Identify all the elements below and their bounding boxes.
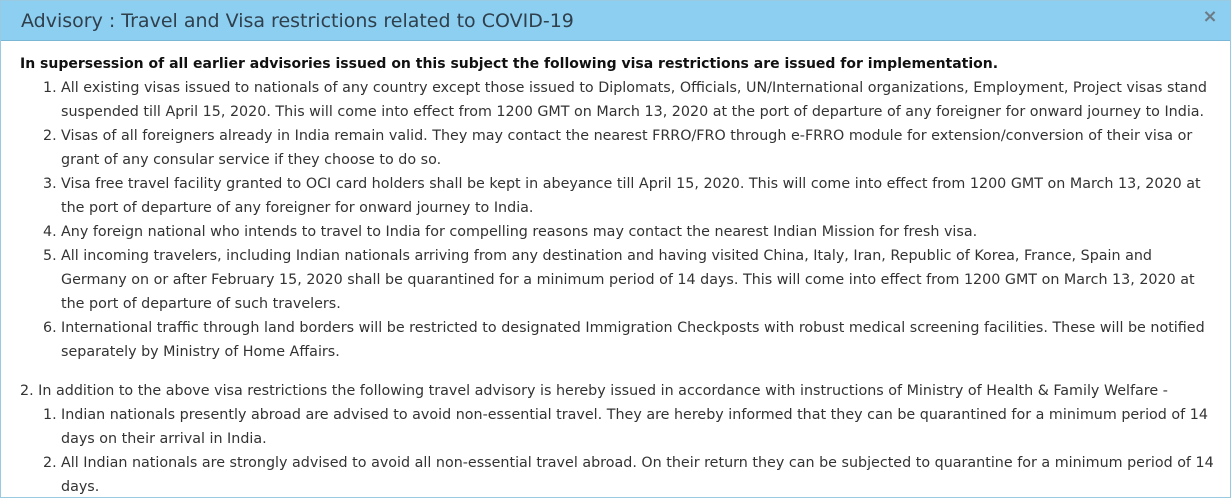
item-text: Any foreign national who intends to travel to India for compelling reasons may contact the nearest Indian Mission for fresh visa. <box>61 224 978 240</box>
item-number: 1. <box>43 407 57 423</box>
item-number: 5. <box>43 248 57 264</box>
item-text: Indian nationals presently abroad are advised to avoid non-essential travel. They are hereby informed that they can be quarantined for a minimum period of 14 days on their arrival in India. <box>61 407 1208 447</box>
item-number: 2. <box>43 455 57 471</box>
item-text: International traffic through land borders will be restricted to designated Immigration Checkposts with robust medical screening facilities. These will be notified separately by Ministry of Home Affairs. <box>61 320 1205 360</box>
section-2-heading: 2. In addition to the above visa restrictions the following travel advisory is hereby issued in accordance with instructions of Ministry of Health & Family Welfare - <box>20 383 1168 399</box>
item-text: All incoming travelers, including Indian nationals arriving from any destination and having visited China, Italy, Iran, Republic of Korea, France, Spain and Germany on or after February 15, 2020 shall be quarantined for a minimum period of 14 days. This will come into effect from 1200 GMT on March 13, 2020 at the port of departure of such travelers. <box>61 248 1195 312</box>
item-text: Visa free travel facility granted to OCI card holders shall be kept in abeyance till April 15, 2020. This will come into effect from 1200 GMT on March 13, 2020 at the port of departure of any foreigner for onward journey to India. <box>61 176 1201 216</box>
modal-header <box>1 1 1230 41</box>
list-item <box>20 316 1218 364</box>
list-item <box>20 451 1218 498</box>
list-item <box>20 76 1218 124</box>
visa-restrictions-list <box>20 76 1218 364</box>
list-item <box>20 172 1218 220</box>
list-item <box>20 220 1218 244</box>
item-number: 6. <box>43 320 57 336</box>
list-item <box>20 244 1218 316</box>
item-number: 1. <box>43 80 57 96</box>
item-number: 3. <box>43 176 57 192</box>
modal-body[interactable] <box>1 41 1230 498</box>
modal-title: Advisory : Travel and Visa restrictions related to COVID-19 <box>21 9 574 32</box>
travel-advisory-list <box>20 403 1218 498</box>
list-item <box>20 403 1218 451</box>
item-text: All existing visas issued to nationals of any country except those issued to Diplomats, Officials, UN/International organizations, Employment, Project visas stand suspended till April 15, 2020. This will come into effect from 1200 GMT on March 13, 2020 at the port of departure of any foreigner for onward journey to India. <box>61 80 1207 120</box>
close-icon[interactable]: × <box>1202 6 1218 27</box>
item-number: 4. <box>43 224 57 240</box>
item-text: Visas of all foreigners already in India remain valid. They may contact the nearest FRRO/FRO through e-FRRO module for extension/conversion of their visa or grant of any consular service if they choose to do so. <box>61 128 1193 168</box>
item-number: 2. <box>43 128 57 144</box>
intro-text: In supersession of all earlier advisories issued on this subject the following visa restrictions are issued for implementation. <box>20 56 999 72</box>
item-text: All Indian nationals are strongly advised to avoid all non-essential travel abroad. On their return they can be subjected to quarantine for a minimum period of 14 days. <box>61 455 1214 495</box>
list-item <box>20 124 1218 172</box>
